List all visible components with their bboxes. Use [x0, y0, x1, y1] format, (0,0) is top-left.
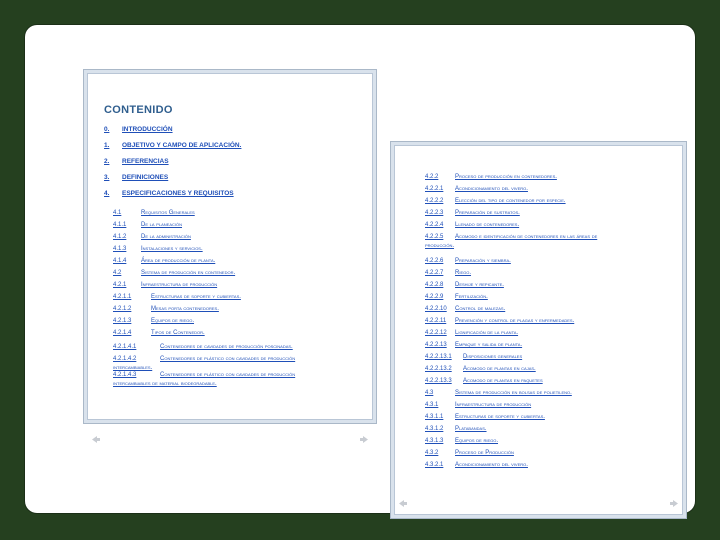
toc-entry-text: Equipos de riego.	[151, 318, 195, 324]
toc-entry-number: 4.2.2.8	[425, 282, 444, 288]
toc-entry[interactable]	[395, 330, 665, 338]
document-page-2	[394, 145, 683, 515]
toc-entry-number: 4.3.2	[425, 450, 439, 456]
toc-entry-text: Prevención y control de plagas y enfermedades.	[455, 318, 575, 324]
toc-entry[interactable]	[88, 142, 358, 150]
toc-entry-number: 4.2.1.4.3	[113, 372, 137, 378]
toc-entry-continuation: producción.	[425, 243, 455, 249]
toc-entry-number: 4.2.2.13.1	[425, 354, 452, 360]
toc-entry-text: Llenado de contenedores.	[455, 222, 520, 228]
toc-entry-number: 4.2.2.3	[425, 210, 444, 216]
toc-entry-number: 4.2.1.2	[113, 306, 132, 312]
toc-entry[interactable]	[88, 174, 358, 182]
toc-entry-number: 4.2.1.1	[113, 294, 132, 300]
document-page-1	[87, 73, 373, 420]
toc-entry-text: Requisitos Generales	[141, 210, 195, 216]
toc-entry-text: ESPECIFICACIONES Y REQUISITOS	[122, 190, 234, 197]
toc-entry-text: Área de producción de planta.	[141, 258, 216, 264]
toc-entry[interactable]	[395, 318, 665, 326]
toc-entry-number: 4.2.2.1	[425, 186, 444, 192]
toc-entry-text: Acomodo de plantas en cajas.	[463, 366, 536, 372]
toc-entry-text: Contenedores de plástico con cavidades de producción	[160, 356, 296, 362]
toc-entry-number: 4.2.2.4	[425, 222, 444, 228]
toc-entry-number: 4.3.2.1	[425, 462, 444, 468]
toc-entry-text: OBJETIVO Y CAMPO DE APLICACIÓN.	[122, 142, 242, 149]
toc-entry-text: De la planeación	[141, 222, 183, 228]
prev-page-icon[interactable]	[92, 436, 100, 443]
toc-entry-text: Riego.	[455, 270, 472, 276]
toc-entry[interactable]	[88, 258, 358, 266]
toc-entry-number: 4.3.1	[425, 402, 439, 408]
toc-entry-number: 3.	[104, 174, 110, 181]
toc-entry[interactable]	[88, 372, 358, 380]
toc-entry-text: Platabandas.	[455, 426, 487, 432]
toc-entry-number: 4.3.1.2	[425, 426, 444, 432]
toc-entry[interactable]	[395, 174, 665, 182]
toc-entry-number: 4.3.1.3	[425, 438, 444, 444]
toc-entry-text: Sistema de producción en contenedor.	[141, 270, 236, 276]
toc-entry[interactable]	[395, 294, 665, 302]
toc-entry-number: 4.3.1.1	[425, 414, 444, 420]
toc-entry-number: 4.1.2	[113, 234, 127, 240]
toc-entry-number: 4.2.2.2	[425, 198, 444, 204]
toc-entry-number: 4.2	[113, 270, 122, 276]
toc-entry[interactable]	[88, 330, 358, 338]
toc-entry[interactable]	[395, 450, 665, 458]
toc-entry[interactable]	[88, 356, 358, 364]
toc-entry[interactable]	[395, 414, 665, 422]
toc-entry-number: 4.2.2.6	[425, 258, 444, 264]
toc-entry-number: 4.1.1	[113, 222, 127, 228]
toc-entry[interactable]	[395, 354, 665, 362]
toc-entry[interactable]	[395, 306, 665, 314]
toc-entry-text: Contenedores de plástico con cavidades de producción	[160, 372, 296, 378]
toc-entry-number: 4.2.1	[113, 282, 127, 288]
toc-entry-number: 0.	[104, 126, 110, 133]
toc-entry-text: Contenedores de cavidades de producción poscinadas.	[160, 344, 293, 350]
toc-entry[interactable]	[88, 234, 358, 242]
toc-entry[interactable]	[88, 282, 358, 290]
toc-entry[interactable]	[395, 462, 665, 470]
toc-entry-text: Fertilización.	[455, 294, 488, 300]
toc-entry[interactable]	[395, 366, 665, 374]
toc-entry-number: 4.2.2.9	[425, 294, 444, 300]
toc-entry-text: Preparación y siembra.	[455, 258, 511, 264]
toc-entry-number: 4.2.1.4.1	[113, 344, 137, 350]
toc-entry-text: Control de malezas.	[455, 306, 506, 312]
toc-entry[interactable]	[88, 246, 358, 254]
toc-entry-text: Acomodo de plantas en paquetes	[463, 378, 543, 384]
toc-entry-text: Infraestructura de producción	[141, 282, 218, 288]
toc-entry-number: 4.2.2.7	[425, 270, 444, 276]
toc-entry[interactable]	[88, 306, 358, 314]
toc-entry-text: Estructuras de soporte y cubiertas.	[151, 294, 241, 300]
toc-entry-number: 4.2.2	[425, 174, 439, 180]
toc-entry[interactable]	[395, 402, 665, 410]
toc-entry[interactable]	[88, 344, 358, 352]
toc-entry-number: 4.2.2.13.2	[425, 366, 452, 372]
toc-entry[interactable]	[395, 342, 665, 350]
prev-page-icon[interactable]	[399, 500, 407, 507]
toc-entry-text: Lignificación de la planta.	[455, 330, 519, 336]
toc-entry-text: Mesas porta contenedores.	[151, 306, 219, 312]
toc-entry-text: De la administración	[141, 234, 191, 240]
toc-entry-continuation: intercambiables.	[113, 365, 153, 371]
toc-entry[interactable]	[395, 258, 665, 266]
toc-entry-number: 4.2.2.10	[425, 306, 447, 312]
toc-entry-number: 4.2.2.13	[425, 342, 447, 348]
toc-entry-number: 4.2.2.12	[425, 330, 447, 336]
toc-entry[interactable]	[88, 222, 358, 230]
toc-entry-number: 4.2.2.11	[425, 318, 447, 324]
toc-entry[interactable]	[395, 426, 665, 434]
toc-entry[interactable]	[88, 126, 358, 134]
toc-entry-number: 4.1.4	[113, 258, 127, 264]
toc-entry-text: Acomodo e identificación de contenedores en las áreas de	[455, 234, 598, 240]
toc-entry-text: REFERENCIAS	[122, 158, 169, 165]
toc-entry[interactable]	[395, 198, 665, 206]
toc-entry-text: DEFINICIONES	[122, 174, 169, 181]
toc-entry-number: 4.2.2.13.3	[425, 378, 452, 384]
toc-entry[interactable]	[88, 158, 358, 166]
toc-entry-text: Instalaciones y servicios.	[141, 246, 203, 252]
toc-entry-number: 1.	[104, 142, 110, 149]
toc-entry[interactable]	[88, 294, 358, 302]
toc-entry[interactable]	[395, 438, 665, 446]
next-page-icon[interactable]	[360, 436, 368, 443]
toc-entry[interactable]	[395, 222, 665, 230]
toc-entry-number: 4.1.3	[113, 246, 127, 252]
slide-card	[25, 25, 695, 513]
toc-entry[interactable]	[88, 270, 358, 278]
toc-entry[interactable]	[395, 282, 665, 290]
toc-entry[interactable]	[88, 190, 358, 198]
toc-entry-text: Elección del tipo de contenedor por especie.	[455, 198, 566, 204]
toc-entry[interactable]	[88, 318, 358, 326]
toc-entry-number: 4.2.1.3	[113, 318, 132, 324]
toc-entry-text: Estructuras de soporte y cubiertas.	[455, 414, 545, 420]
toc-entry-text: Empaque y salida de planta.	[455, 342, 523, 348]
toc-entry[interactable]	[395, 270, 665, 278]
toc-entry-text: Equipos de riego.	[455, 438, 499, 444]
toc-entry-text: INTRODUCCIÓN	[122, 126, 173, 133]
toc-entry-text: Disposiciones generales	[463, 354, 523, 360]
toc-entry-text: Acondicionamiento del vivero.	[455, 186, 528, 192]
toc-entry-text: Infraestructura de producción	[455, 402, 532, 408]
toc-entry-number: 4.	[104, 190, 110, 197]
toc-entry-number: 4.2.1.4	[113, 330, 132, 336]
toc-entry-text: Preparación de sustratos.	[455, 210, 520, 216]
toc-entry-text: Acondicionamiento del vivero.	[455, 462, 528, 468]
toc-entry[interactable]	[395, 378, 665, 386]
toc-entry-text: Proceso de producción en contenedores.	[455, 174, 557, 180]
toc-entry[interactable]	[88, 210, 358, 218]
toc-entry-text: Deshije y repicante.	[455, 282, 504, 288]
next-page-icon[interactable]	[670, 500, 678, 507]
toc-entry-continuation: intercambiables de material biodegradable.	[113, 381, 217, 387]
toc-entry-number: 4.1	[113, 210, 122, 216]
toc-entry-number: 2.	[104, 158, 110, 165]
toc-entry-number: 4.3	[425, 390, 434, 396]
toc-entry[interactable]	[395, 210, 665, 218]
toc-entry[interactable]	[395, 390, 665, 398]
toc-entry[interactable]	[395, 234, 665, 242]
toc-title: CONTENIDO	[104, 104, 173, 116]
toc-entry-number: 4.2.1.4.2	[113, 356, 137, 362]
toc-entry-text: Proceso de Producción	[455, 450, 514, 456]
toc-entry[interactable]	[395, 186, 665, 194]
toc-entry-text: Tipos de Contenedor.	[151, 330, 205, 336]
toc-entry-text: Sistema de producción en bolsas de polietileno.	[455, 390, 572, 396]
toc-entry-number: 4.2.2.5	[425, 234, 444, 240]
